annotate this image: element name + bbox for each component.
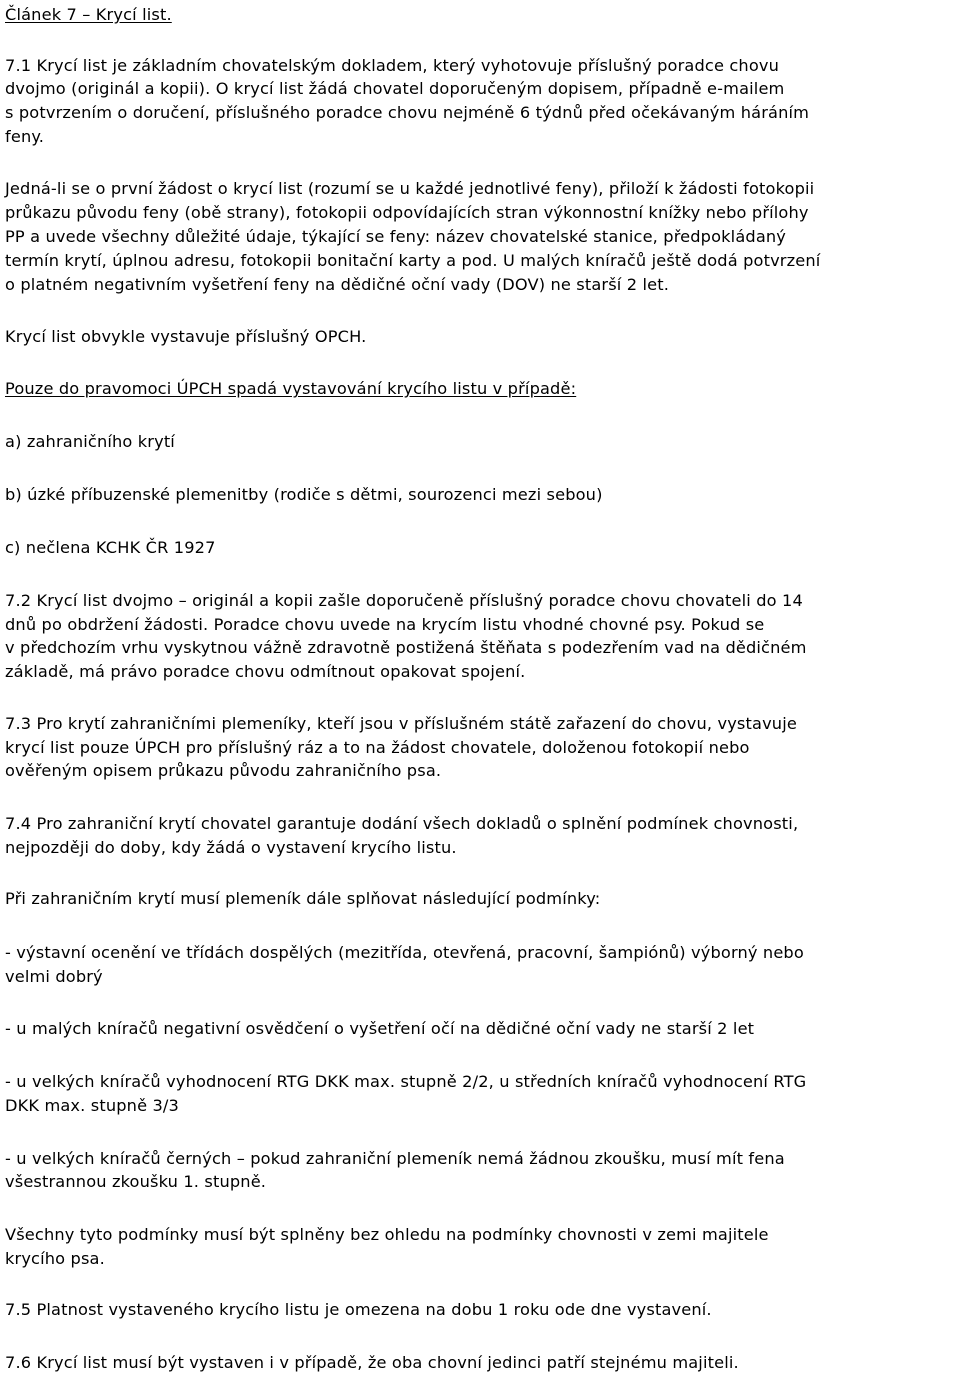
condition-line: - u malých kníračů negativní osvědčení o vyšetření očí na dědičné oční vady ne starší 2 let	[5, 1019, 755, 1038]
condition-line: všestrannou zkoušku 1. stupně.	[5, 1172, 267, 1191]
condition-line: - u velkých kníračů vyhodnocení RTG DKK max. stupně 2/2, u středních kníračů vyhodnocení RTG	[5, 1072, 807, 1091]
section-7-6: 7.6 Krycí list musí být vystaven i v případě, že oba chovní jedinci patří stejnému majiteli.	[5, 1353, 739, 1372]
condition-line: DKK max. stupně 3/3	[5, 1096, 179, 1115]
condition-line: - výstavní ocenění ve třídách dospělých (mezitřída, otevřená, pracovní, šampiónů) výborný nebo	[5, 943, 804, 962]
all-conditions-paragraph-line: krycího psa.	[5, 1249, 105, 1268]
section-7-4-line: nejpozději do doby, kdy žádá o vystavení krycího listu.	[5, 838, 457, 857]
section-7-3-line: krycí list pouze ÚPCH pro příslušný ráz a to na žádost chovatele, doloženou fotokopií nebo	[5, 738, 750, 757]
list-item-b: b) úzké příbuzenské plemenitby (rodiče s dětmi, sourozenci mezi sebou)	[5, 485, 603, 504]
section-7-1-line: feny.	[5, 127, 45, 146]
first-request-paragraph-line: o platném negativním vyšetření feny na dědičné oční vady (DOV) ne starší 2 let.	[5, 275, 670, 294]
first-request-paragraph-line: průkazu původu feny (obě strany), fotokopii odpovídajících stran výkonnostní knížky nebo přílohy	[5, 203, 809, 222]
opch-paragraph: Krycí list obvykle vystavuje příslušný OPCH.	[5, 327, 367, 346]
section-7-3-line: 7.3 Pro krytí zahraničními plemeníky, kteří jsou v příslušném státě zařazení do chovu, vystavuje	[5, 714, 797, 733]
section-7-3-line: ověřeným opisem průkazu původu zahraničního psa.	[5, 761, 442, 780]
section-7-4-line: 7.4 Pro zahraniční krytí chovatel garantuje dodání všech dokladů o splnění podmínek chovnosti,	[5, 814, 799, 833]
conditions-intro: Při zahraničním krytí musí plemeník dále splňovat následující podmínky:	[5, 889, 601, 908]
condition-line: - u velkých kníračů černých – pokud zahraniční plemeník nemá žádnou zkoušku, musí mít fena	[5, 1149, 785, 1168]
section-7-2-line: 7.2 Krycí list dvojmo – originál a kopii zašle doporučeně příslušný poradce chovu chovateli do 14	[5, 591, 803, 610]
all-conditions-paragraph-line: Všechny tyto podmínky musí být splněny bez ohledu na podmínky chovnosti v zemi majitele	[5, 1225, 769, 1244]
article-heading: Článek 7 – Krycí list.	[5, 5, 172, 24]
first-request-paragraph-line: Jedná-li se o první žádost o krycí list (rozumí se u každé jednotlivé feny), přiloží k žádosti fotokopii	[5, 179, 815, 198]
section-7-2-line: dnů po obdržení žádosti. Poradce chovu uvede na krycím listu vhodné chovné psy. Pokud se	[5, 615, 765, 634]
first-request-paragraph-line: PP a uvede všechny důležité údaje, týkající se feny: název chovatelské stanice, předpokládaný	[5, 227, 787, 246]
section-7-2-line: v předchozím vrhu vyskytnou vážně zdravotně postižená štěňata s podezřením vad na dědičném	[5, 638, 807, 657]
section-7-5: 7.5 Platnost vystaveného krycího listu je omezena na dobu 1 roku ode dne vystavení.	[5, 1300, 712, 1319]
upch-competence-heading: Pouze do pravomoci ÚPCH spadá vystavování krycího listu v případě:	[5, 379, 577, 398]
section-7-2-line: základě, má právo poradce chovu odmítnout opakovat spojení.	[5, 662, 526, 681]
condition-line: velmi dobrý	[5, 967, 103, 986]
section-7-1-line: 7.1 Krycí list je základním chovatelským dokladem, který vyhotovuje příslušný poradce chovu	[5, 56, 780, 75]
first-request-paragraph-line: termín krytí, úplnou adresu, fotokopii bonitační karty a pod. U malých kníračů ještě dodá potvrzení	[5, 251, 821, 270]
section-7-1-line: dvojmo (originál a kopii). O krycí list žádá chovatel doporučeným dopisem, případně e-mailem	[5, 79, 785, 98]
list-item-c: c) nečlena KCHK ČR 1927	[5, 538, 216, 557]
list-item-a: a) zahraničního krytí	[5, 432, 175, 451]
section-7-1-line: s potvrzením o doručení, příslušného poradce chovu nejméně 6 týdnů před očekávaným háráním	[5, 103, 810, 122]
